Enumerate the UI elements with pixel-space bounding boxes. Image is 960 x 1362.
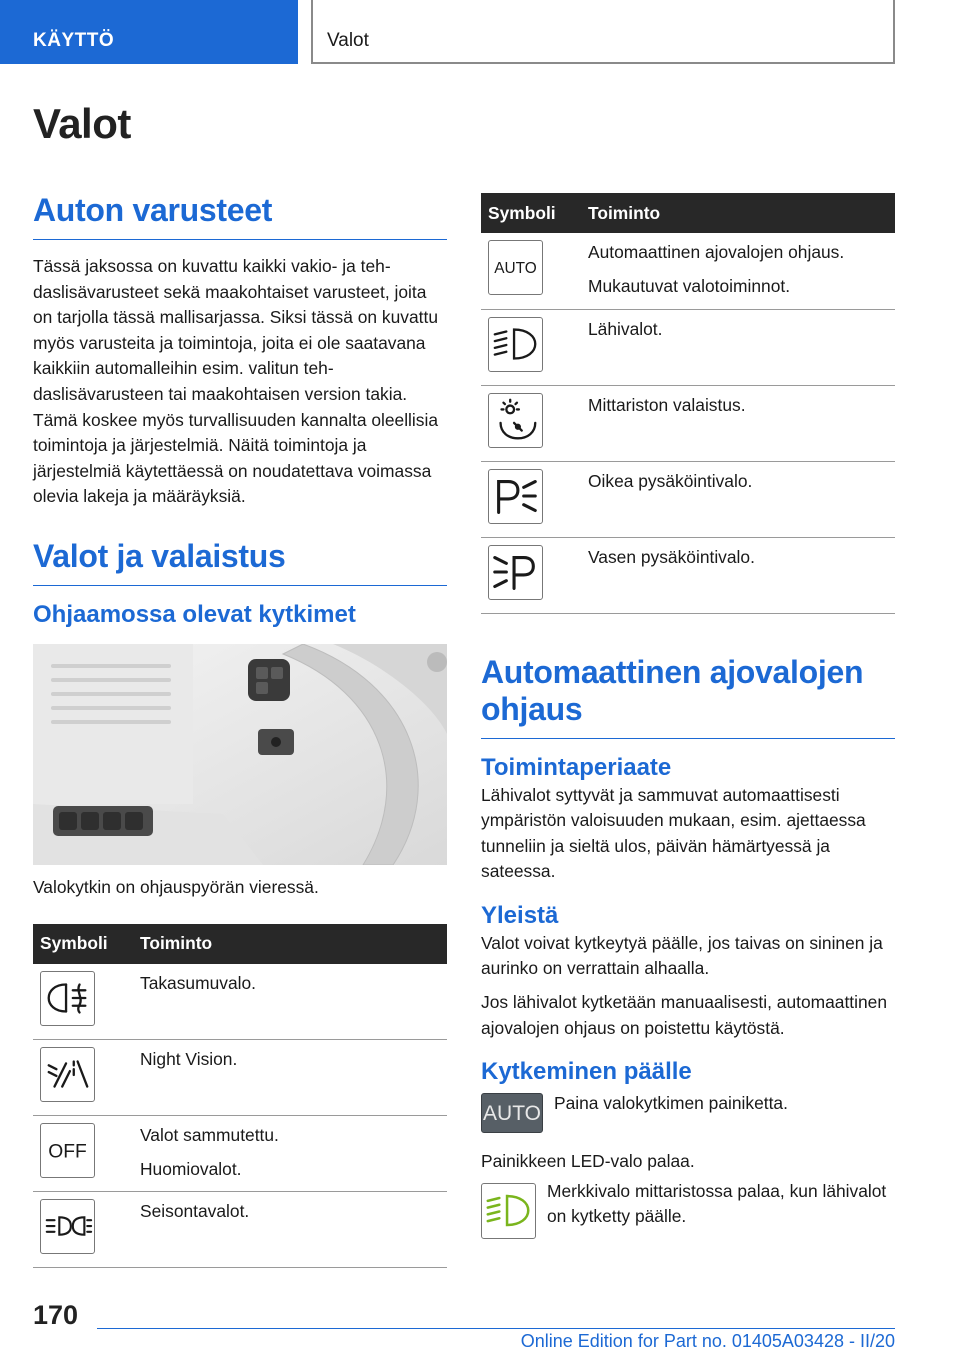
symbol-table-left <box>33 924 447 1269</box>
paragraph-press: Paina valokytkimen painiketta. <box>554 1093 788 1114</box>
parking-lights-icon <box>40 1199 95 1254</box>
table-row <box>481 309 895 385</box>
function-text: Automaattinen ajovalojen ohjaus. <box>588 242 845 262</box>
off-icon <box>40 1123 95 1178</box>
column-header-function: Toiminto <box>581 193 895 233</box>
function-text: Seisontavalot. <box>140 1201 250 1222</box>
table-row <box>481 233 895 309</box>
press-instruction <box>481 1093 895 1133</box>
heading-switch-on: Kytkeminen päälle <box>481 1058 692 1086</box>
night-vision-icon <box>40 1047 95 1102</box>
off-icon-label: OFF <box>48 1141 87 1163</box>
footer-divider <box>97 1328 895 1329</box>
table-row <box>481 461 895 537</box>
paragraph-general-1: Valot voivat kytkeytyä päälle, jos taivas on sininen ja aurinko on verrattain alhaalla. <box>481 932 883 979</box>
column-header-symbol: Symboli <box>33 924 133 964</box>
left-column <box>33 100 447 1268</box>
table-row <box>33 1192 447 1268</box>
auto-button-image <box>481 1093 543 1133</box>
cockpit-illustration <box>33 644 447 865</box>
column-header-symbol: Symboli <box>481 193 581 233</box>
column-header-function: Toiminto <box>133 924 447 964</box>
low-beam-icon <box>488 317 543 372</box>
footer-edition[interactable]: Online Edition for Part no. 01405A03428 - II/20 <box>520 1331 895 1351</box>
auto-icon-label: AUTO <box>494 259 537 277</box>
rear-fog-light-icon <box>40 971 95 1026</box>
chapter-tab[interactable]: KÄYTTÖ <box>0 0 298 64</box>
photo-caption: Valokytkin on ohjauspyörän vieressä. <box>33 876 319 897</box>
paragraph-led: Painikkeen LED-valo palaa. <box>481 1151 695 1172</box>
left-parking-light-icon <box>488 545 543 600</box>
page-number: 170 <box>33 1300 79 1330</box>
section-label: Valot <box>311 0 895 64</box>
heading-general: Yleistä <box>481 901 559 929</box>
function-text: Valot sammutettu. <box>140 1125 279 1146</box>
paragraph-principle: Lähivalot syttyvät ja sammuvat automaattisesti ympäristön valoisuuden mukaan, esim. ajettaessa tunneliin ja sieltä ulos, päivän hämärtyessä ja sateessa. <box>481 784 866 882</box>
function-text: Vasen pysäköintivalo. <box>588 546 755 567</box>
table-row <box>481 385 895 461</box>
function-text: Mukautuvat valotoiminnot. <box>588 275 791 296</box>
page-title: Valot <box>33 100 131 147</box>
table-row <box>33 1116 447 1192</box>
function-text: Oikea pysäköintivalo. <box>588 470 753 491</box>
instrument-lighting-icon <box>488 393 543 448</box>
auto-icon <box>488 240 543 295</box>
function-text: Huomiovalot. <box>140 1158 242 1179</box>
paragraph-indicator: Merkkivalo mittaristossa palaa, kun lähivalot on kytketty päälle. <box>547 1180 887 1227</box>
table-row <box>33 964 447 1040</box>
heading-switches: Ohjaamossa olevat kytkimet <box>33 600 356 628</box>
function-text: Night Vision. <box>140 1049 238 1070</box>
cockpit-photo <box>33 644 447 865</box>
heading-lights: Valot ja valaistus <box>33 538 447 586</box>
paragraph-general-2: Jos lähivalot kytketään manuaalisesti, automaattinen ajovalojen ohjaus on poistettu käytöstä. <box>481 992 888 1038</box>
heading-principle: Toimintaperiaate <box>481 753 672 781</box>
heading-auto-headlights: Automaattinen ajovalojen ohjaus <box>481 654 895 739</box>
function-text: Lähivalot. <box>588 318 663 339</box>
auto-button-label: AUTO <box>483 1102 541 1126</box>
right-column <box>481 193 895 1239</box>
indicator-instruction <box>481 1180 895 1239</box>
heading-equipment: Auton varusteet <box>33 192 447 240</box>
symbol-table-right <box>481 193 895 614</box>
table-row <box>481 537 895 613</box>
function-text: Takasumuvalo. <box>140 972 256 993</box>
table-row <box>33 1040 447 1116</box>
right-parking-light-icon <box>488 469 543 524</box>
paragraph-equipment: Tässä jaksossa on kuvattu kaikki vakio- ja tehdaslisävarusteet sekä maakohtaiset varusteet, joita on tarjolla tässä mallisarjassa. Siksi tässä on kuvattu myös varusteita ja toimintoja, joita ei ole saatavana kaikkiin automalleihin esim. valitun tehdaslisävarusteen tai maakohtaisen version takia. Tämä koskee myös turvallisuuden kannalta oleellisia toimintoja ja järjestelmiä. Näitä toimintoja ja järjestelmiä käytettäessä on noudatettava voimassa olevia lakeja ja määräyksiä. <box>33 256 439 507</box>
function-text: Mittariston valaistus. <box>588 394 746 415</box>
low-beam-green-icon <box>481 1183 536 1239</box>
